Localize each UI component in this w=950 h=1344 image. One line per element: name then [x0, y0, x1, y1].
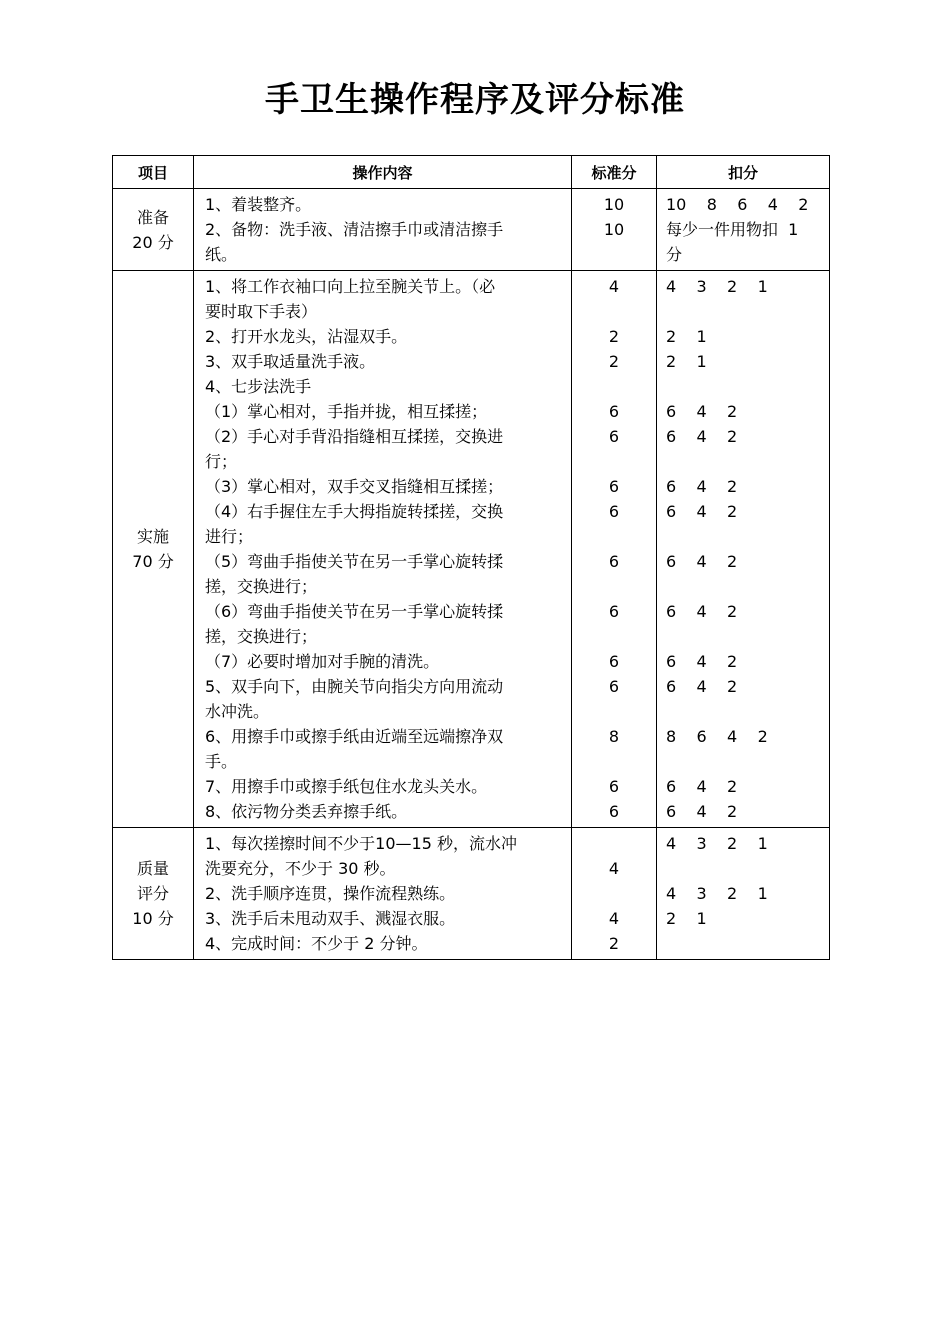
- deduction-values: [658, 699, 828, 724]
- content-line: 2、备物：洗手液、清洁擦手巾或清洁擦手: [205, 220, 504, 239]
- standard-score: 6: [608, 777, 620, 796]
- content-line: 8、依污物分类丢弃擦手纸。: [205, 802, 408, 821]
- deduction-values: 6 4 2: [666, 427, 738, 446]
- content-line: （5）弯曲手指使关节在另一手掌心旋转揉: [205, 552, 504, 571]
- standard-score: 6: [608, 602, 620, 621]
- standard-score: 6: [608, 652, 620, 671]
- header-content: 操作内容: [194, 156, 572, 189]
- document-title: 手卫生操作程序及评分标准: [265, 80, 685, 120]
- content-cell: [194, 828, 572, 960]
- deduction-values: 分: [666, 245, 683, 264]
- deduction-values: [658, 374, 828, 399]
- content-line: 搓，交换进行；: [205, 577, 318, 596]
- section-name: [113, 828, 194, 960]
- scoring-table: [112, 155, 830, 960]
- deduction-values: 6 4 2: [666, 677, 738, 696]
- content-line: 4、完成时间：不少于 2 分钟。: [205, 934, 428, 953]
- standard-score: [573, 299, 655, 324]
- deduction-values: [658, 749, 828, 774]
- deduction-values: 8 6 4 2: [666, 727, 768, 746]
- deduction-values: 6 4 2: [666, 477, 738, 496]
- standard-score: 10: [603, 220, 625, 239]
- section-name-line: 10 分: [132, 909, 174, 928]
- deduction-values: 6 4 2: [666, 402, 738, 421]
- deduction-values: 6 4 2: [666, 502, 738, 521]
- section-name-line: 20 分: [132, 232, 174, 252]
- content-line: （4）右手握住左手大拇指旋转揉搓，交换: [205, 502, 504, 521]
- standard-score: [573, 574, 655, 599]
- standard-score: [573, 881, 655, 906]
- content-line: （6）弯曲手指使关节在另一手掌心旋转揉: [205, 602, 504, 621]
- standard-score: 8: [608, 727, 620, 746]
- content-line: 搓，交换进行；: [205, 627, 318, 646]
- standard-score: [573, 749, 655, 774]
- content-line: （7）必要时增加对手腕的清洗。: [205, 652, 440, 671]
- deduction-values: 10 8 6 4 2: [666, 195, 809, 214]
- deduction-values: 4 3 2 1: [666, 277, 768, 296]
- standard-score: 4: [608, 859, 620, 878]
- deduction-values: [658, 574, 828, 599]
- header-item: 项目: [113, 156, 194, 189]
- section-name-line: 70 分: [132, 552, 174, 571]
- deduction-values: 6 4 2: [666, 552, 738, 571]
- section-name-line: 质量: [136, 859, 169, 878]
- deduction-values: 每少一件用物扣 1: [666, 220, 799, 239]
- section-name: [113, 189, 194, 271]
- standard-score-cell: [572, 828, 657, 960]
- content-line: 4、七步法洗手: [205, 377, 312, 396]
- standard-score: 6: [608, 427, 620, 446]
- content-line: 进行；: [205, 527, 254, 546]
- content-line: （2）手心对手背沿指缝相互揉搓，交换进: [205, 427, 504, 446]
- deduction-values: [658, 524, 828, 549]
- standard-score: 4: [608, 909, 620, 928]
- content-line: 2、打开水龙头，沾湿双手。: [205, 327, 408, 346]
- section-row: [113, 189, 830, 271]
- standard-score: 4: [608, 277, 620, 296]
- standard-score: 6: [608, 502, 620, 521]
- section-name: [113, 271, 194, 828]
- header-row: [113, 156, 830, 189]
- deduction-cell: [657, 189, 830, 271]
- deduction-values: 2 1: [666, 909, 707, 928]
- standard-score-cell: [572, 271, 657, 828]
- content-cell: [194, 189, 572, 271]
- standard-score: 2: [608, 352, 620, 371]
- content-line: 纸。: [205, 245, 238, 264]
- standard-score: 2: [608, 934, 620, 953]
- deduction-values: 6 4 2: [666, 602, 738, 621]
- deduction-cell: [657, 271, 830, 828]
- content-line: 5、双手向下，由腕关节向指尖方向用流动: [205, 677, 504, 696]
- standard-score: 6: [608, 402, 620, 421]
- section-name-line: 实施: [136, 527, 169, 546]
- content-line: 2、洗手顺序连贯，操作流程熟练。: [205, 884, 456, 903]
- deduction-values: [658, 299, 828, 324]
- content-line: （3）掌心相对，双手交叉指缝相互揉搓；: [205, 477, 504, 496]
- standard-score: [573, 449, 655, 474]
- deduction-values: 4 3 2 1: [666, 884, 768, 903]
- deduction-values: 4 3 2 1: [666, 834, 768, 853]
- deduction-cell: [657, 828, 830, 960]
- deduction-values: [658, 449, 828, 474]
- deduction-values: [658, 856, 828, 881]
- content-line: 要时取下手表）: [205, 302, 318, 321]
- content-line: 7、用擦手巾或擦手纸包住水龙头关水。: [205, 777, 488, 796]
- standard-score: [573, 831, 655, 856]
- deduction-values: 6 4 2: [666, 652, 738, 671]
- deduction-values: [658, 931, 828, 956]
- standard-score: [573, 699, 655, 724]
- content-line: 3、洗手后未甩动双手、溅湿衣服。: [205, 909, 456, 928]
- standard-score: 6: [608, 477, 620, 496]
- header-deduction: 扣分: [657, 156, 830, 189]
- content-line: 6、用擦手巾或擦手纸由近端至远端擦净双: [205, 727, 504, 746]
- standard-score-cell: [572, 189, 657, 271]
- standard-score: 6: [608, 552, 620, 571]
- section-name-line: 准备: [136, 207, 169, 227]
- content-line: 1、着装整齐。: [205, 195, 312, 214]
- content-line: （1）掌心相对，手指并拢，相互揉搓；: [205, 402, 488, 421]
- content-line: 洗要充分，不少于 30 秒。: [205, 859, 396, 878]
- standard-score: [573, 624, 655, 649]
- section-row: [113, 828, 830, 960]
- content-line: 行；: [205, 452, 238, 471]
- deduction-values: 2 1: [666, 352, 707, 371]
- deduction-values: 6 4 2: [666, 777, 738, 796]
- deduction-values: 2 1: [666, 327, 707, 346]
- header-standard: 标准分: [572, 156, 657, 189]
- content-line: 1、每次搓擦时间不少于10—15 秒，流水冲: [205, 834, 517, 853]
- standard-score: 10: [603, 195, 625, 214]
- standard-score: [573, 242, 655, 267]
- content-cell: [194, 271, 572, 828]
- standard-score: 2: [608, 327, 620, 346]
- deduction-values: 6 4 2: [666, 802, 738, 821]
- content-line: 手。: [205, 752, 238, 771]
- section-name-line: 评分: [136, 884, 169, 903]
- section-row: [113, 271, 830, 828]
- content-line: 水冲洗。: [205, 702, 270, 721]
- standard-score: 6: [608, 802, 620, 821]
- content-line: 1、将工作衣袖口向上拉至腕关节上。（必: [205, 277, 496, 296]
- standard-score: 6: [608, 677, 620, 696]
- standard-score: [573, 524, 655, 549]
- content-line: 3、双手取适量洗手液。: [205, 352, 376, 371]
- deduction-values: [658, 624, 828, 649]
- standard-score: [573, 374, 655, 399]
